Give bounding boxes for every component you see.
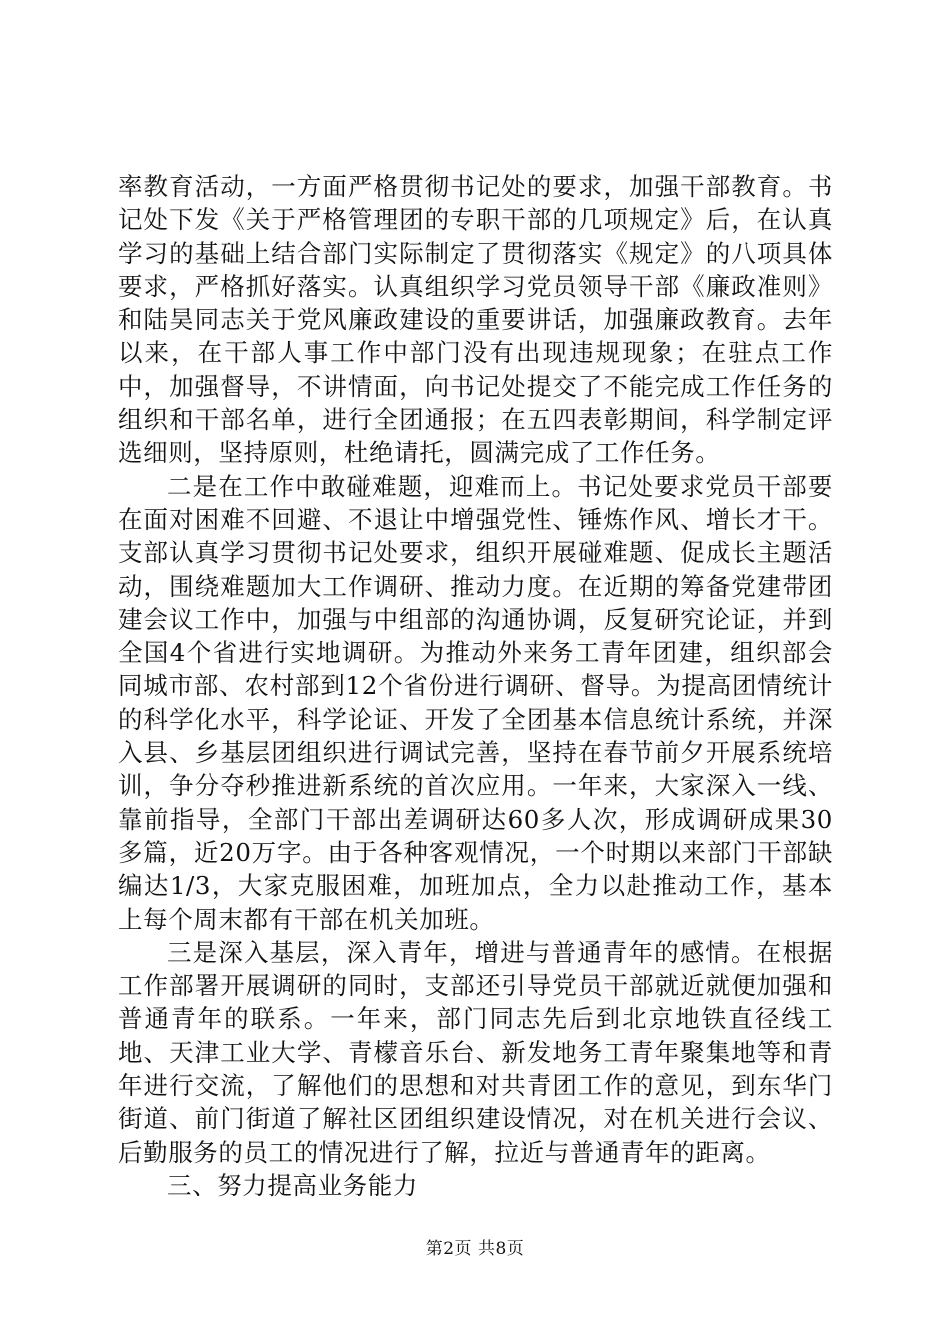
paragraph-point-three: 三是深入基层，深入青年，增进与普通青年的感情。在根据工作部署开展调研的同时，支部还引导党员干部就近就便加强和普通青年的联系。一年来，部门同志先后到北京地铁直径线工地、天津工业大学、青檬音乐台、新发地务工青年聚集地等和青年进行交流，了解他们的思想和对共青团工作的意见，到东华门街道、前门街道了解社区团组织建设情况，对在机关进行会议、后勤服务的员工的情况进行了解，拉近与普通青年的距离。 [118, 937, 833, 1167]
paragraph-continuation: 率教育活动，一方面严格贯彻书记处的要求，加强干部教育。书记处下发《关于严格管理团的专职干部的几项规定》后，在认真学习的基础上结合部门实际制定了贯彻落实《规定》的八项具体要求，严格抓好落实。认真组织学习党员领导干部《廉政准则》和陆昊同志关于党风廉政建设的重要讲话，加强廉政教育。去年以来，在干部人事工作中部门没有出现违规现象；在驻点工作中，加强督导，不讲情面，向书记处提交了不能完成工作任务的组织和干部名单，进行全团通报；在五四表彰期间，科学制定评选细则，坚持原则，杜绝请托，圆满完成了工作任务。 [118, 172, 833, 468]
paragraph-point-two: 二是在工作中敢碰难题，迎难而上。书记处要求党员干部要在面对困难不回避、不退让中增强党性、锤炼作风、增长才干。支部认真学习贯彻书记处要求，组织开展碰难题、促成长主题活动，围绕难题加大工作调研、推动力度。在近期的筹备党建带团建会议工作中，加强与中组部的沟通协调，反复研究论证，并到全国4个省进行实地调研。为推动外来务工青年团建，组织部会同城市部、农村部到12个省份进行调研、督导。为提高团情统计的科学化水平，科学论证、开发了全团基本信息统计系统，并深入县、乡基层团组织进行调试完善，坚持在春节前夕开展系统培训，争分夺秒推进新系统的首次应用。一年来，大家深入一线、靠前指导，全部门干部出差调研达60多人次，形成调研成果30多篇，近20万字。由于各种客观情况，一个时期以来部门干部缺编达1/3，大家克服困难，加班加点，全力以赴推动工作，基本上每个周末都有干部在机关加班。 [118, 471, 833, 934]
page-number-footer: 第2页 共8页 [425, 1239, 525, 1259]
section-heading: 三、努力提高业务能力 [167, 1170, 418, 1200]
document-body [118, 170, 833, 1202]
